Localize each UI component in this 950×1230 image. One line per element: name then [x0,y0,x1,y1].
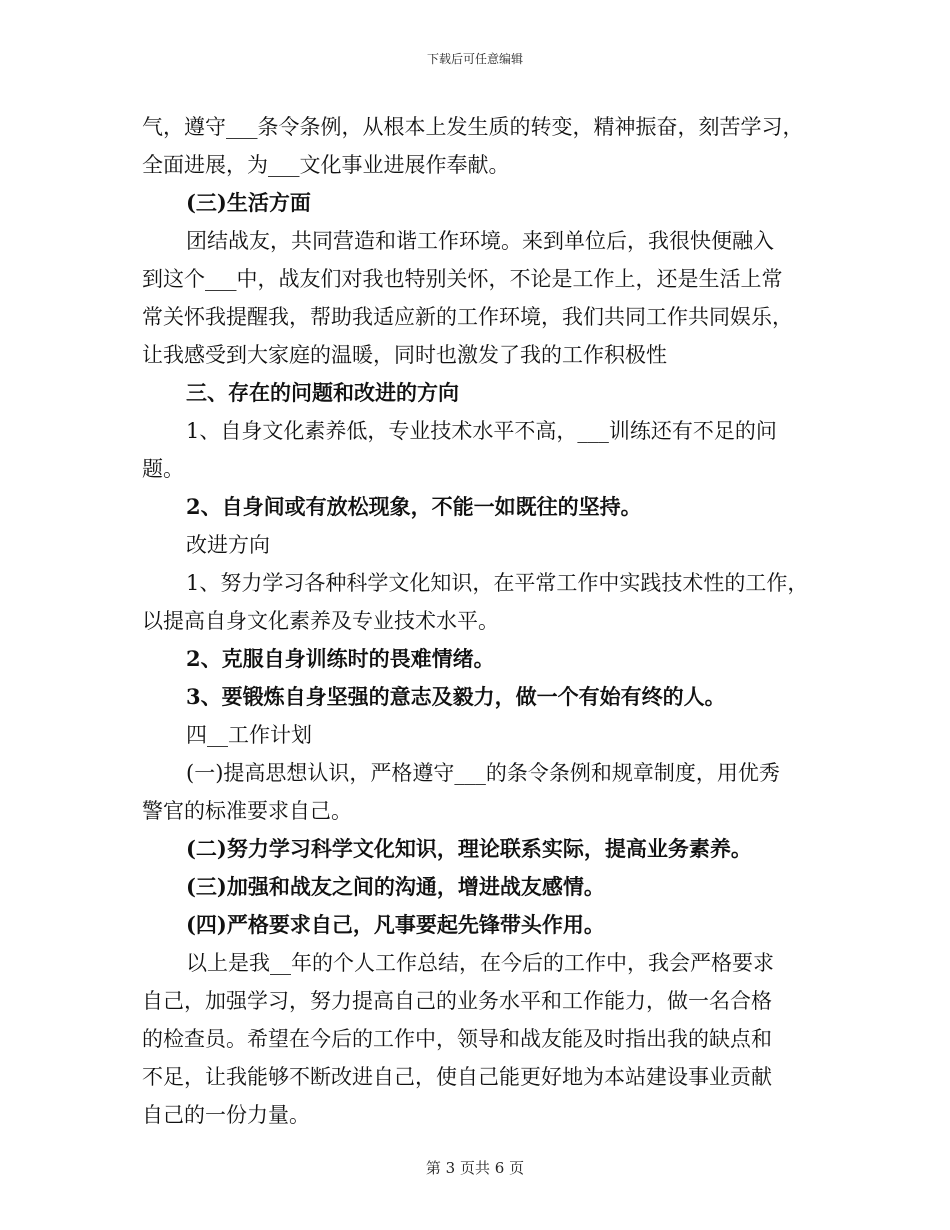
paragraph-line: 全面进展，为___文化事业进展作奉献。 [142,153,510,177]
document-body [142,108,822,1134]
paragraph-line: 自己的一份力量。 [142,1103,310,1127]
bold-item: 3、要锻炼自身坚强的意志及毅力，做一个有始有终的人。 [186,684,726,709]
paragraph-line: 以提高自身文化素养及专业技术水平。 [142,609,499,633]
bold-item: 2、自身间或有放松现象，不能一如既往的坚持。 [186,494,642,519]
paragraph-line: 常关怀我提醒我，帮助我适应新的工作环境，我们共同工作共同娱乐， [142,305,793,329]
bold-item: (三)加强和战友之间的沟通，增进战友感情。 [186,874,605,899]
paragraph-line: 1、努力学习各种科学文化知识，在平常工作中实践技术性的工作， [186,571,809,595]
section-heading-improve: 改进方向 [186,533,270,557]
paragraph-line: 的检查员。希望在今后的工作中，领导和战友能及时指出我的缺点和 [142,1027,772,1051]
bold-item: (四)严格要求自己，凡事要起先锋带头作用。 [186,912,605,937]
paragraph-line: (一)提高思想认识，严格遵守___的条令条例和规章制度，用优秀 [186,761,780,785]
paragraph-line: 团结战友，共同营造和谐工作环境。来到单位后，我很快便融入 [186,229,774,253]
paragraph-line: 以上是我__年的个人工作总结，在今后的工作中，我会严格要求 [186,951,774,975]
paragraph-line: 不足，让我能够不断改进自己，使自己能更好地为本站建设事业贡献 [142,1065,772,1089]
paragraph-line: 警官的标准要求自己。 [142,799,352,823]
bold-item: 2、克服自身训练时的畏难情绪。 [186,646,495,671]
bold-item: (二)努力学习科学文化知识，理论联系实际，提高业务素养。 [186,836,752,861]
page-header: 下载后可任意编辑 [426,52,523,66]
paragraph-line: 气，遵守___条令条例，从根本上发生质的转变，精神振奋，刻苦学习， [142,115,804,139]
section-heading-life: (三)生活方面 [186,190,311,215]
paragraph-line: 1、自身文化素养低，专业技术水平不高，___训练还有不足的问 [186,419,777,443]
paragraph-line: 到这个___中，战友们对我也特别关怀，不论是工作上，还是生活上常 [142,267,783,291]
section-heading-plan: 四__工作计划 [186,723,312,747]
paragraph-line: 让我感受到大家庭的温暖，同时也激发了我的工作积极性 [142,343,667,367]
paragraph-line: 题。 [142,457,184,481]
paragraph-line: 自己，加强学习，努力提高自己的业务水平和工作能力，做一名合格 [142,989,772,1013]
section-heading-problems: 三、存在的问题和改进的方向 [186,380,459,405]
page-number: 第 3 页共 6 页 [425,1159,525,1177]
